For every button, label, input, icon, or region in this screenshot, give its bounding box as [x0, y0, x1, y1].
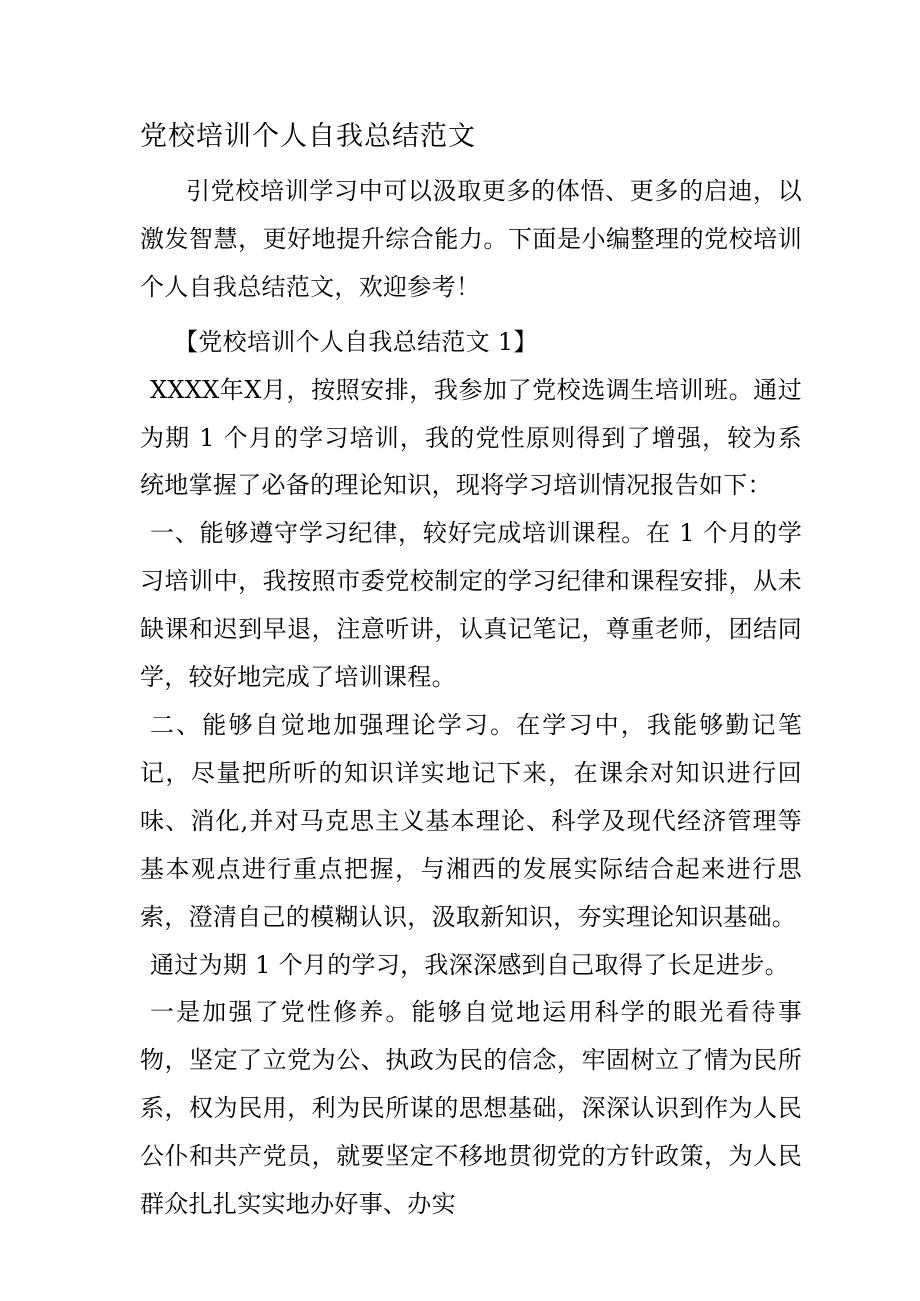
body-paragraph: 一、能够遵守学习纪律，较好完成培训课程。在 1 个月的学习培训中，我按照市委党校制定的学习纪律和课程安排，从未缺课和迟到早退，注意听讲，认真记笔记，尊重老师，团结同学，较好地完成了培训课程。 [140, 519, 802, 692]
body-paragraph: 通过为期 1 个月的学习，我深深感到自己取得了长足进步。 [150, 950, 789, 979]
body-paragraph: 二、能够自觉地加强理论学习。在学习中，我能够勤记笔记，尽量把所听的知识详实地记下来，在课余对知识进行回味、消化,并对马克思主义基本理论、科学及现代经济管理等基本观点进行重点把握，与湘西的发展实际结合起来进行思索，澄清自己的模糊认识，汲取新知识，夯实理论知识基础。 [140, 710, 802, 931]
intro-paragraph: 引党校培训学习中可以汲取更多的体悟、更多的启迪，以激发智慧，更好地提升综合能力。下面是小编整理的党校培训个人自我总结范文，欢迎参考！ [140, 177, 802, 301]
body-paragraph: XXXX年X月，按照安排，我参加了党校选调生培训班。通过为期 1 个月的学习培训，我的党性原则得到了增强，较为系统地掌握了必备的理论知识，现将学习培训情况报告如下： [140, 375, 802, 500]
document-title: 党校培训个人自我总结范文 [140, 121, 476, 152]
document-body [140, 168, 802, 1229]
body-paragraph: 一是加强了党性修养。能够自觉地运用科学的眼光看待事物，坚定了立党为公、执政为民的信念，牢固树立了情为民所系，权为民用，利为民所谋的思想基础，深深认识到作为人民公仆和共产党员，就要坚定不移地贯彻党的方针政策，为人民群众扎扎实实地办好事、办实 [140, 998, 802, 1219]
section-heading: 【党校培训个人自我总结范文 1】 [174, 327, 538, 356]
